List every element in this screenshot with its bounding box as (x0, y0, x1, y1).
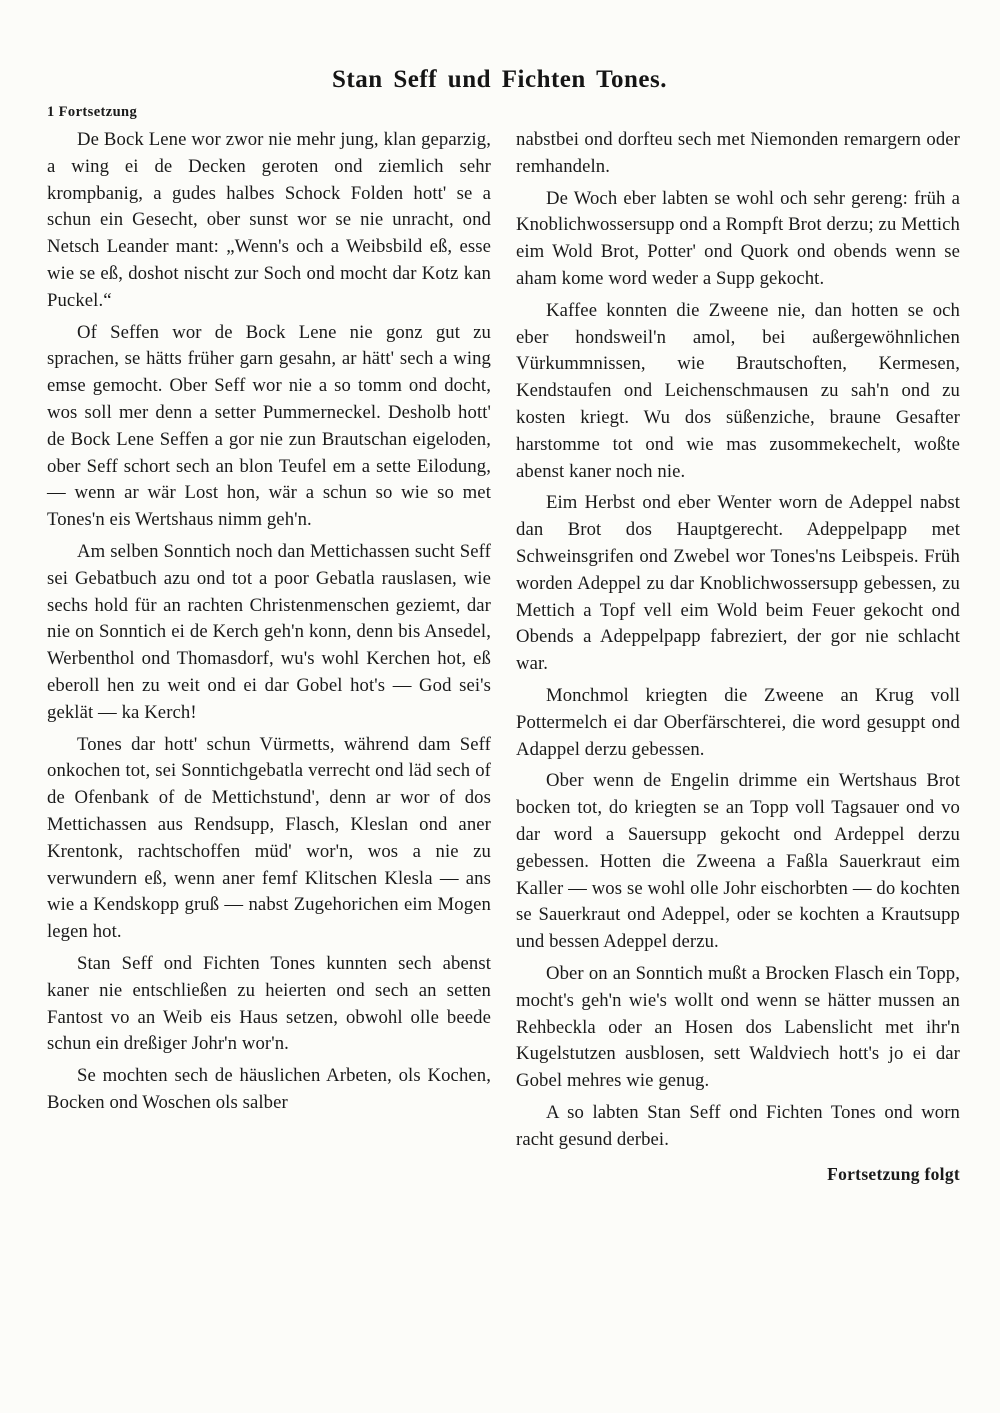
paragraph: Ober on an Sonntich mußt a Brocken Flasch ein Topp, mocht's geh'n wie's wollt ond wenn se hätter mussen an Rehbeckla oder an Hosen dos Labenslicht met ihr'n Kugelstutzen ausblosen, sett Waldviech hott's jo ei dar Gobel mehres wie genug. (516, 962, 960, 1092)
paragraph: De Bock Lene wor zwor nie mehr jung, klan geparzig, a wing ei de Decken geroten ond ziemlich sehr krompbanig, a gudes halbes Schock Folden hott' se a schun ein Gesecht, ober sunst wor se nie unracht, ond Netsch Leander mant: „Wenn's och a Weibsbild eß, esse wie se eß, doshot nischt zur Soch ond mocht dar Kotz kan Puckel.“ (47, 129, 491, 311)
left-column (47, 127, 491, 1188)
paragraph: Monchmol kriegten die Zweene an Krug voll Pottermelch ei dar Oberfärschterei, die word gesuppt ond Adappel derzu gebessen. (516, 684, 960, 760)
paragraph: Tones dar hott' schun Vürmetts, während dam Seff onkochen tot, sei Sonntichgebatla verrecht ond läd sech of de Ofenbank of de Mettichstund', denn ar wor of dos Mettichassen aus Rendsupp, Flasch, Kleslan ond aner Krentonk, rachtschoffen müd' wor'n, wos a nie zu verwundern eß, wenn aner femf Klitschen Klesla — ans wie a Kendskopp gruß — nabst Zugehorichen eim Mogen legen hot. (47, 733, 491, 943)
paragraph: De Woch eber labten se wohl och sehr gereng: früh a Knoblichwossersupp ond a Rompft Brot derzu; zu Mettich eim Wold Brot, Potter' ond Quork ond obends wenn se aham kome word weder a Supp gekocht. (516, 187, 960, 289)
paragraph: Stan Seff ond Fichten Tones kunnten sech abenst kaner nie entschließen zu heierten ond sech an setten Fantost vo an Weib eis Haus setzen, obwohl olle beede schun ein dreßiger Johr'n wor'n. (47, 952, 491, 1055)
paragraph: A so labten Stan Seff ond Fichten Tones ond worn racht gesund derbei. (516, 1101, 960, 1150)
paragraph: Kaffee konnten die Zweene nie, dan hotten se och eber hondsweil'n amol, bei außergewöhnlichen Vürkummnissen, wie Brautschoften, Kermesen, Kendstaufen ond Leichenschmausen zu sah'n ond zu kosten kriegt. Wu dos süßenziche, braune Gesafter harstomme tot ond wie mas zusommekechelt, woßte abenst kaner noch nie. (516, 299, 960, 482)
text-columns (47, 127, 960, 1188)
paragraph: Eim Herbst ond eber Wenter worn de Adeppel nabst dan Brot dos Hauptgerecht. Adeppelpapp met Schweinsgrifen ond Zwebel wor Tones'ns Leibspeis. Früh worden Adeppel zu dar Knoblichwossersupp gebessen, zu Mettich a Topf vell eim Wold beim Feuer gekocht ond Obends a Adeppelpapp fabreziert, der gor nie schlacht war. (516, 492, 960, 675)
page-title: Stan Seff und Fichten Tones. (332, 66, 667, 93)
right-column (516, 127, 960, 1188)
paragraph-continuation: nabstbei ond dorfteu sech met Niemonden remargern oder remhandeln. (516, 129, 960, 177)
paragraph: Se mochten sech de häuslichen Arbeten, ols Kochen, Bocken ond Woschen ols salber (47, 1065, 491, 1113)
paragraph: Am selben Sonntich noch dan Mettichassen sucht Seff sei Gebatbuch azu ond tot a poor Gebatla rauslasen, wie sechs hold für an rachten Christenmenschen geziemt, dar nie on Sonntich ei de Kerch geh'n konn, denn bis Ansedel, Werbenthol ond Thomasdorf, wu's wohl Kerchen hot, eß eberoll hen zu weit ond ei dar Gobel hot's — God sei's geklät — ka Kerch! (47, 540, 491, 723)
paragraph: Of Seffen wor de Bock Lene nie gonz gut zu sprachen, se hätts früher garn gesahn, ar hätt' sech a wing emse gemocht. Ober Seff wor nie a so tomm ond docht, wos soll mer denn a setter Pummerneckel. Desholb hott' de Bock Lene Seffen a gor nie zun Brautschan eigeloden, ober Seff schort sech an blon Teufel em a sette Eilodung, — wenn ar wär Lost hon, wär a schun so wie so met Tones'n eis Wertshaus nimm geh'n. (47, 321, 491, 531)
continuation-note: 1 Fortsetzung (47, 104, 138, 120)
paragraph: Ober wenn de Engelin drimme ein Wertshaus Brot bocken tot, do kriegten se an Topp voll Tagsauer ond vo dar word a Sauersupp gekocht ond Ardeppel derzu gebessen. Hotten die Zweena a Faßla Sauerkraut eim Kaller — wos se wohl olle Johr eischorbten — do kochten se Sauerkraut ond Adeppel, oder se kochten a Krautsupp und bessen Adeppel derzu. (516, 770, 960, 953)
footer-note: Fortsetzung folgt (827, 1164, 960, 1185)
